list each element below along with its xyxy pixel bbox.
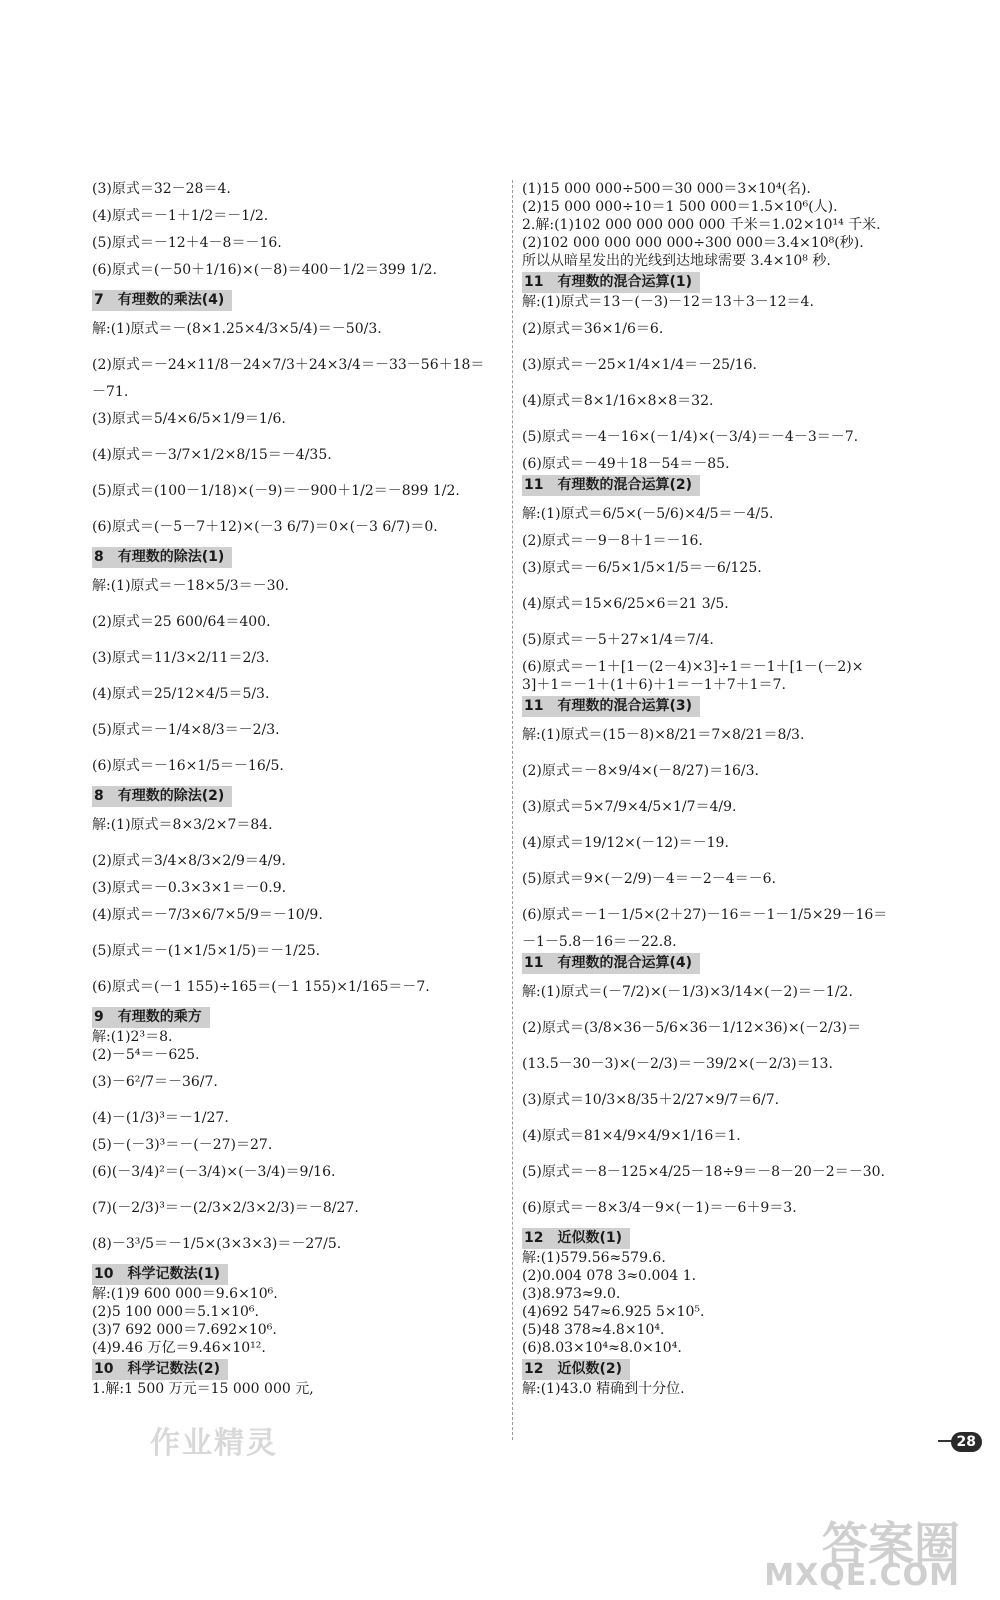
answer-line: (5)原式＝－8－125×4/25－18÷9＝－8－20－2＝－30. [522, 1164, 885, 1180]
section-header [92, 1262, 512, 1285]
answer-line: (2)5 100 000＝5.1×10⁶. [92, 1304, 259, 1320]
answer-line: (5)原式＝－(1×1/5×1/5)＝－1/25. [92, 943, 321, 959]
answer-line: (6)原式＝－8×3/4－9×(－1)＝－6＋9＝3. [522, 1200, 797, 1216]
answer-line: (4)9.46 万亿＝9.46×10¹². [92, 1340, 266, 1356]
section-title [92, 786, 232, 807]
answer-line: (2)原式＝25 600/64＝400. [92, 614, 271, 630]
answer-line: 解:(1)43.0 精确到十分位. [522, 1381, 685, 1397]
watermark-brand: 答案圈 [822, 1517, 960, 1571]
answer-line: (3)－6²/7＝－36/7. [92, 1074, 218, 1090]
section-title [522, 696, 700, 717]
answer-line: －1－5.8－16＝－22.8. [522, 934, 677, 950]
answer-line: (4)原式＝81×4/9×4/9×1/16＝1. [522, 1128, 741, 1144]
section-label: 有理数的混合运算(3) [557, 698, 693, 714]
section-title [92, 547, 232, 568]
answer-line: (2)0.004 078 3≈0.004 1. [522, 1268, 697, 1284]
answer-line: (2)原式＝－9－8＋1＝－16. [522, 533, 703, 549]
section-title [522, 1359, 630, 1380]
section-title [92, 1007, 210, 1028]
answer-line: (5)48 378≈4.8×10⁴. [522, 1322, 665, 1338]
answer-line: (4)692 547≈6.925 5×10⁵. [522, 1304, 705, 1320]
answer-line: (2)－5⁴＝－625. [92, 1047, 200, 1063]
answer-line: (4)原式＝25/12×4/5＝5/3. [92, 686, 270, 702]
answer-line: (4)原式＝－7/3×6/7×5/9＝－10/9. [92, 907, 323, 923]
answer-line: 解:(1)579.56≈579.6. [522, 1250, 666, 1266]
answer-line: (6)原式＝(－50＋1/16)×(－8)＝400－1/2＝399 1/2. [92, 262, 437, 278]
answer-line: (6)(－3/4)²＝(－3/4)×(－3/4)＝9/16. [92, 1164, 336, 1180]
answer-line: (5)原式＝－4－16×(－1/4)×(－3/4)＝－4－3＝－7. [522, 429, 859, 445]
section-number: 10 [94, 1361, 114, 1377]
answer-line: (1)15 000 000÷500＝30 000＝3×10⁴(名). [522, 181, 811, 197]
section-header [522, 694, 942, 717]
section-number: 12 [524, 1361, 544, 1377]
answer-line: 解:(1)原式＝－18×5/3＝－30. [92, 578, 289, 594]
answer-line: (4)原式＝8×1/16×8×8＝32. [522, 393, 714, 409]
section-label: 有理数的乘法(4) [117, 292, 225, 308]
section-header [92, 1005, 512, 1028]
section-number: 12 [524, 1230, 544, 1246]
answer-line: 解:(1)原式＝13－(－3)－12＝13＋3－12＝4. [522, 294, 814, 310]
section-label: 近似数(2) [557, 1361, 623, 1377]
answer-line: (5)原式＝－5＋27×1/4＝7/4. [522, 632, 714, 648]
answer-line: (3)原式＝－25×1/4×1/4＝－25/16. [522, 357, 757, 373]
left-column [92, 180, 512, 1398]
section-header [92, 784, 512, 807]
page-number: 28 [951, 1432, 982, 1452]
section-header [92, 1357, 512, 1380]
section-number: 11 [524, 955, 544, 971]
section-title [92, 290, 232, 311]
answer-line: (2)原式＝(3/8×36－5/6×36－1/12×36)×(－2/3)＝ [522, 1020, 862, 1036]
section-number: 8 [94, 549, 104, 565]
answer-line: (2)102 000 000 000 000÷300 000＝3.4×10⁸(秒). [522, 235, 864, 251]
answer-line: (4)原式＝15×6/25×6＝21 3/5. [522, 596, 729, 612]
answer-line: (4)原式＝19/12×(－12)＝－19. [522, 835, 729, 851]
section-number: 7 [94, 292, 104, 308]
answer-line: (2)原式＝36×1/6＝6. [522, 321, 664, 337]
section-header [522, 270, 942, 293]
answer-line: 2.解:(1)102 000 000 000 000 千米＝1.02×10¹⁴ 千米. [522, 217, 881, 233]
section-label: 近似数(1) [557, 1230, 623, 1246]
answer-line: 解:(1)2³＝8. [92, 1029, 173, 1045]
watermark-text: 作业精灵 [150, 1426, 278, 1461]
answer-line: (3)原式＝32－28＝4. [92, 181, 231, 197]
answer-line: (5)原式＝－1/4×8/3＝－2/3. [92, 722, 280, 738]
answer-line: (6)8.03×10⁴≈8.0×10⁴. [522, 1340, 682, 1356]
answer-line: (3)原式＝－6/5×1/5×1/5＝－6/125. [522, 560, 762, 576]
answer-line: (6)原式＝－1－1/5×(2＋27)－16＝－1－1/5×29－16＝ [522, 907, 888, 923]
section-label: 科学记数法(1) [127, 1266, 221, 1282]
answer-line: (2)原式＝－8×9/4×(－8/27)＝16/3. [522, 763, 759, 779]
answer-line: (2)原式＝－24×11/8－24×7/3＋24×3/4＝－33－56＋18＝ [92, 357, 485, 373]
answer-line: (2)15 000 000÷10＝1 500 000＝1.5×10⁶(人). [522, 199, 838, 215]
answer-line: (6)原式＝－1＋[1－(2－4)×3]÷1＝－1＋[1－(－2)× [522, 659, 864, 675]
answer-line: (4)原式＝－3/7×1/2×8/15＝－4/35. [92, 447, 332, 463]
answer-line: 解:(1)原式＝(－7/2)×(－1/3)×3/14×(－2)＝－1/2. [522, 984, 853, 1000]
answer-line: 3]＋1＝－1＋(1＋6)＋1＝－1＋7＋1＝7. [522, 677, 786, 693]
section-header [522, 1357, 942, 1380]
section-title [522, 953, 700, 974]
section-label: 有理数的乘方 [117, 1009, 202, 1025]
section-number: 8 [94, 788, 104, 804]
right-column [522, 180, 942, 1398]
section-number: 11 [524, 477, 544, 493]
section-title [92, 1359, 228, 1380]
answer-line: 1.解:1 500 万元＝15 000 000 元, [92, 1381, 314, 1397]
answer-line: (3)7 692 000＝7.692×10⁶. [92, 1322, 277, 1338]
answer-line: (3)8.973≈9.0. [522, 1286, 621, 1302]
answer-line: －71. [92, 384, 129, 400]
answer-line: 所以从暗星发出的光线到达地球需要 3.4×10⁸ 秒. [522, 253, 831, 269]
answer-line: 解:(1)原式＝8×3/2×7＝84. [92, 817, 273, 833]
answer-line: (7)(－2/3)³＝－(2/3×2/3×2/3)＝－8/27. [92, 1200, 359, 1216]
answer-line: (6)原式＝－16×1/5＝－16/5. [92, 758, 284, 774]
answer-line: (8)－3³/5＝－1/5×(3×3×3)＝－27/5. [92, 1236, 342, 1252]
answer-line: (4)原式＝－1＋1/2＝－1/2. [92, 208, 269, 224]
section-header [522, 1226, 942, 1249]
answer-line: (6)原式＝(－5－7＋12)×(－3 6/7)＝0×(－3 6/7)＝0. [92, 519, 438, 535]
answer-line: 解:(1)原式＝6/5×(－5/6)×4/5＝－4/5. [522, 506, 774, 522]
answer-line: (3)原式＝5×7/9×4/5×1/7＝4/9. [522, 799, 737, 815]
answer-line: (13.5－30－3)×(－2/3)＝－39/2×(－2/3)＝13. [522, 1056, 833, 1072]
section-label: 有理数的混合运算(1) [557, 274, 693, 290]
answer-line: (5)原式＝9×(－2/9)－4＝－2－4＝－6. [522, 871, 777, 887]
section-header [522, 473, 942, 496]
section-label: 科学记数法(2) [127, 1361, 221, 1377]
section-number: 10 [94, 1266, 114, 1282]
watermark-domain: MXQE.COM [764, 1558, 960, 1593]
answer-line: (6)原式＝(－1 155)÷165＝(－1 155)×1/165＝－7. [92, 979, 430, 995]
section-number: 9 [94, 1009, 104, 1025]
answer-line: (5)－(－3)³＝－(－27)＝27. [92, 1137, 273, 1153]
answer-line: 解:(1)原式＝(15－8)×8/21＝7×8/21＝8/3. [522, 727, 805, 743]
section-label: 有理数的混合运算(2) [557, 477, 693, 493]
section-title [522, 1228, 630, 1249]
section-title [92, 1264, 228, 1285]
answer-line: (4)－(1/3)³＝－1/27. [92, 1110, 229, 1126]
answer-line: (3)原式＝－0.3×3×1＝－0.9. [92, 880, 287, 896]
answer-line: 解:(1)9 600 000＝9.6×10⁶. [92, 1286, 278, 1302]
answer-line: (6)原式＝－49＋18－54＝－85. [522, 456, 730, 472]
answer-line: (3)原式＝11/3×2/11＝2/3. [92, 650, 270, 666]
answer-line: (3)原式＝10/3×8/35＋2/27×9/7＝6/7. [522, 1092, 780, 1108]
section-label: 有理数的混合运算(4) [557, 955, 693, 971]
answer-line: (5)原式＝(100－1/18)×(－9)＝－900＋1/2＝－899 1/2. [92, 483, 460, 499]
answer-line: (2)原式＝3/4×8/3×2/9＝4/9. [92, 853, 286, 869]
section-number: 11 [524, 274, 544, 290]
answer-line: (3)原式＝5/4×6/5×1/9＝1/6. [92, 411, 286, 427]
answer-line: 解:(1)原式＝－(8×1.25×4/3×5/4)＝－50/3. [92, 321, 382, 337]
column-divider [512, 180, 513, 1440]
section-number: 11 [524, 698, 544, 714]
section-header [522, 951, 942, 974]
section-title [522, 475, 700, 496]
section-label: 有理数的除法(1) [117, 549, 225, 565]
section-header [92, 288, 512, 311]
section-header [92, 545, 512, 568]
answer-line: (5)原式＝－12＋4－8＝－16. [92, 235, 282, 251]
section-title [522, 272, 700, 293]
section-label: 有理数的除法(2) [117, 788, 225, 804]
page-number-dash [938, 1440, 952, 1442]
